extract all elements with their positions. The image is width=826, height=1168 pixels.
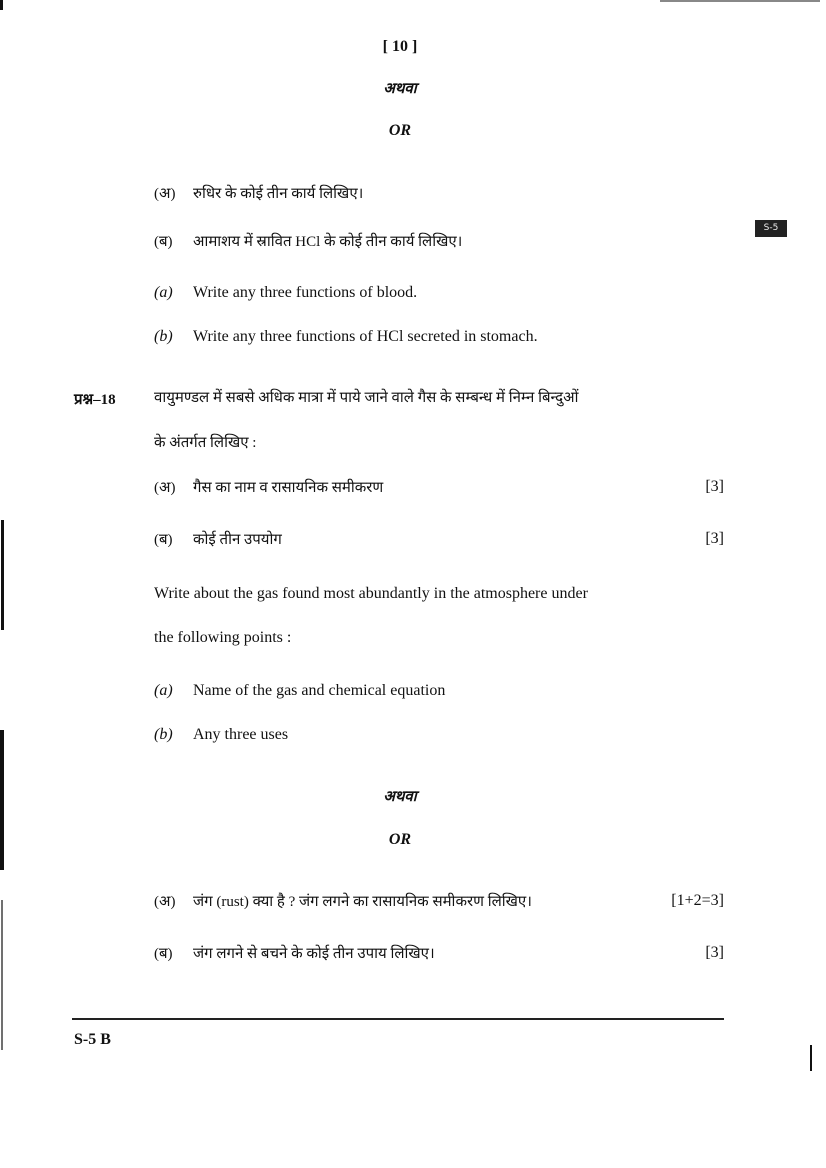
q18-b-marks: [3] — [705, 530, 724, 547]
question-text-english-line1: Write about the gas found most abundantly in the atmosphere under — [154, 585, 588, 602]
option-a-text-english: Write any three functions of blood. — [193, 284, 418, 301]
or-english-heading: OR — [388, 122, 412, 139]
alt-a-text-hindi: जंग (rust) क्या है ? जंग लगने का रासायनिक समीकरण लिखिए। — [193, 894, 532, 910]
scan-mark-top-left — [0, 0, 3, 10]
q18-a-text-english: Name of the gas and chemical equation — [193, 682, 446, 699]
question-text-hindi-line2: के अंतर्गत लिखिए : — [154, 435, 257, 451]
alt-b-marker-hindi: (ब) — [154, 946, 173, 962]
q18-a-marks: [3] — [705, 478, 724, 495]
scan-mark-top-right — [660, 0, 820, 2]
footer-code: S-5 B — [74, 1031, 111, 1048]
scan-mark-left-lower — [0, 730, 4, 870]
q18-b-marker-english: (b) — [154, 726, 173, 743]
alt-b-text-hindi: जंग लगने से बचने के कोई तीन उपाय लिखिए। — [193, 946, 435, 962]
option-b-marker-english: (b) — [154, 328, 173, 345]
q18-b-marker-hindi: (ब) — [154, 532, 173, 548]
question-text-english-line2: the following points : — [154, 629, 292, 646]
scan-mark-left-upper — [1, 520, 4, 630]
scan-mark-right — [810, 1045, 812, 1071]
question-text-hindi-line1: वायुमण्डल में सबसे अधिक मात्रा में पाये जाने वाले गैस के सम्बन्ध में निम्न बिन्दुओं — [154, 390, 579, 406]
option-a-text-hindi: रुधिर के कोई तीन कार्य लिखिए। — [193, 186, 364, 202]
q18-b-text-english: Any three uses — [193, 726, 289, 743]
or-hindi-heading-2: अथवा — [383, 789, 417, 805]
or-english-heading-2: OR — [388, 831, 412, 848]
option-a-marker-english: (a) — [154, 284, 173, 301]
or-hindi-heading: अथवा — [383, 81, 417, 97]
q18-a-marker-hindi: (अ) — [154, 480, 176, 496]
q18-a-marker-english: (a) — [154, 682, 173, 699]
footer-divider — [72, 1018, 724, 1020]
q18-b-text-hindi: कोई तीन उपयोग — [193, 532, 282, 548]
page-number: [ 10 ] — [382, 38, 418, 55]
q18-a-text-hindi: गैस का नाम व रासायनिक समीकरण — [193, 480, 384, 496]
option-b-marker-hindi: (ब) — [154, 234, 173, 250]
option-b-text-english: Write any three functions of HCl secreted in stomach. — [193, 328, 538, 345]
question-number: प्रश्न–18 — [74, 392, 116, 408]
alt-a-marks: [1+2=3] — [671, 892, 724, 909]
alt-b-marks: [3] — [705, 944, 724, 961]
option-b-text-hindi: आमाशय में स्रावित HCl के कोई तीन कार्य लिखिए। — [193, 234, 463, 250]
scan-mark-left-bottom — [1, 900, 3, 1050]
option-a-marker-hindi: (अ) — [154, 186, 176, 202]
side-badge: S-5 — [755, 220, 787, 237]
alt-a-marker-hindi: (अ) — [154, 894, 176, 910]
